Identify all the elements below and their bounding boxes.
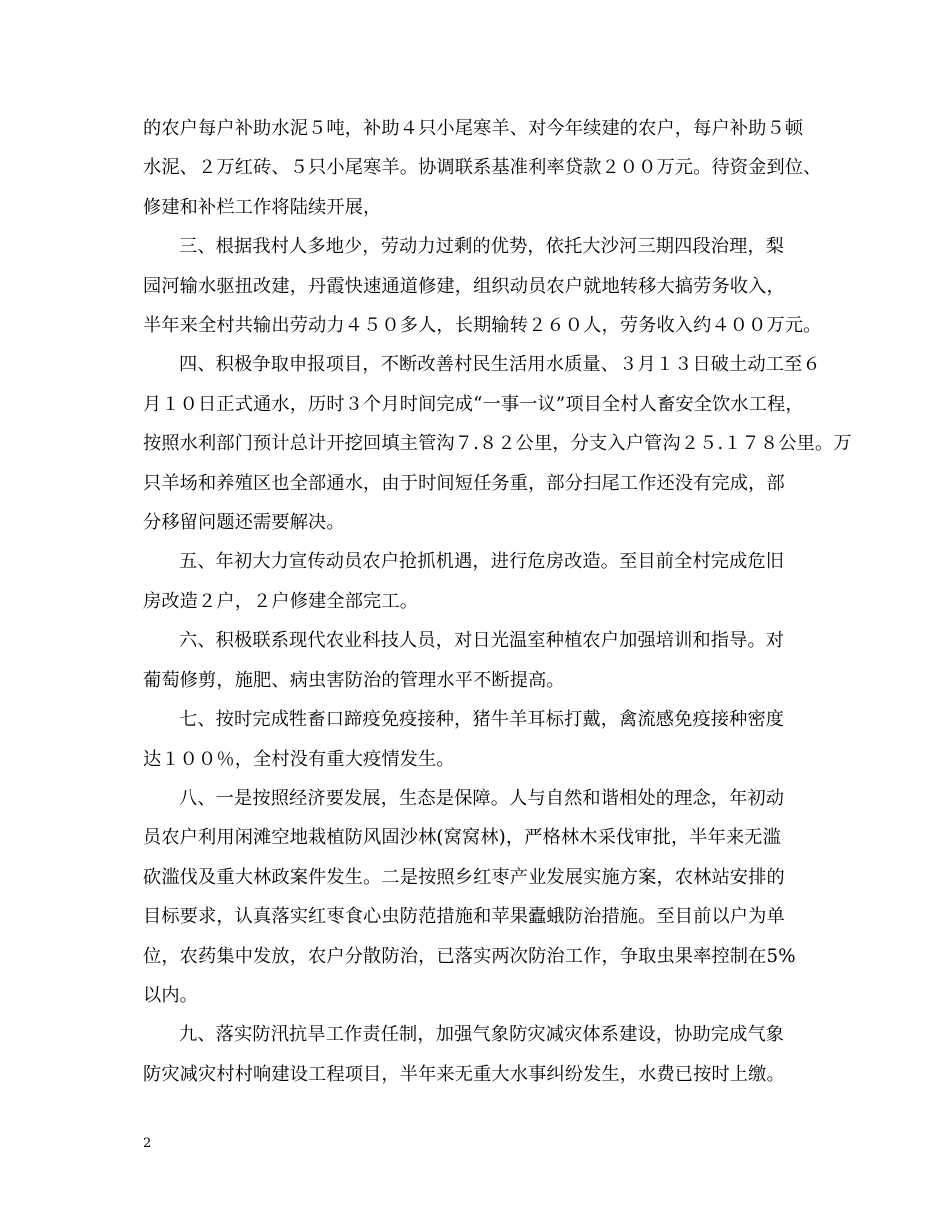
paragraph-4-line: 四、积极争取申报项目，不断改善村民生活用水质量、３月１３日破土动工至６ [179,354,821,376]
paragraph-7-line: 七、按时完成牲畜口蹄疫免疫接种，猪牛羊耳标打戴，禽流感免疫接种密度 [179,709,785,731]
text-line: 园河输水驱扭改建，丹霞快速通道修建，组织动员农户就地转移大搞劳务收入， [143,275,785,297]
text-line: 目标要求，认真落实红枣食心虫防范措施和苹果蠹蛾防治措施。至目前以户为单 [143,906,785,928]
text-line: 砍滥伐及重大林政案件发生。二是按照乡红枣产业发展实施方案，农林站安排的 [143,866,785,888]
paragraph-8-line: 八、一是按照经济要发展，生态是保障。人与自然和谐相处的理念，年初动 [179,787,785,809]
text-line: 的农户每户补助水泥５吨，补助４只小尾寒羊、对今年续建的农户，每户补助５顿 [143,118,804,139]
text-line: 分移留问题还需要解决。 [143,512,345,534]
text-line: 员农户利用闲滩空地栽植防风固沙林(窝窝林)，严格林木采伐审批，半年来无滥 [143,827,781,849]
page-number: 2 [143,1136,152,1151]
text-line: 葡萄修剪，施肥、病虫害防治的管理水平不断提高。 [143,669,565,691]
paragraph-3-line: 三、根据我村人多地少，劳动力过剩的优势，依托大沙河三期四段治理，梨 [179,236,785,258]
paragraph-6-line: 六、积极联系现代农业科技人员，对日光温室种植农户加强培训和指导。对 [179,630,785,652]
paragraph-5-line: 五、年初大力宣传动员农户抢抓机遇，进行危房改造。至目前全村完成危旧 [179,551,785,573]
document-body [143,109,852,1094]
text-line: 达１００％，全村没有重大疫情发生。 [143,748,455,770]
text-line: 房改造２户，２户修建全部完工。 [143,590,419,612]
text-line: 水泥、２万红砖、５只小尾寒羊。协调联系基准利率贷款２００万元。待资金到位、 [143,157,822,179]
text-line: 按照水利部门预计总计开挖回填主管沟７.８２公里，分支入户管沟２５.１７８公里。万 [143,433,852,455]
text-line: 修建和补栏工作将陆续开展， [143,196,382,218]
text-line: 位，农药集中发放，农户分散防治，已落实两次防治工作，争取虫果率控制在5% [143,945,796,967]
paragraph-9-line: 九、落实防汛抗旱工作责任制，加强气象防灾减灾体系建设，协助完成气象 [179,1024,785,1046]
text-line: 只羊场和养殖区也全部通水，由于时间短任务重，部分扫尾工作还没有完成，部 [143,472,785,494]
text-line: 防灾减灾村村响建设工程项目，半年来无重大水事纠纷发生，水费已按时上缴。 [143,1063,785,1085]
text-line: 月１０日正式通水，历时３个月时间完成“一事一议”项目全村人畜安全饮水工程， [143,393,804,415]
text-line: 半年来全村共输出劳动力４５０多人，长期输转２６０人，劳务收入约４００万元。 [143,315,822,337]
text-line: 以内。 [143,984,199,1006]
